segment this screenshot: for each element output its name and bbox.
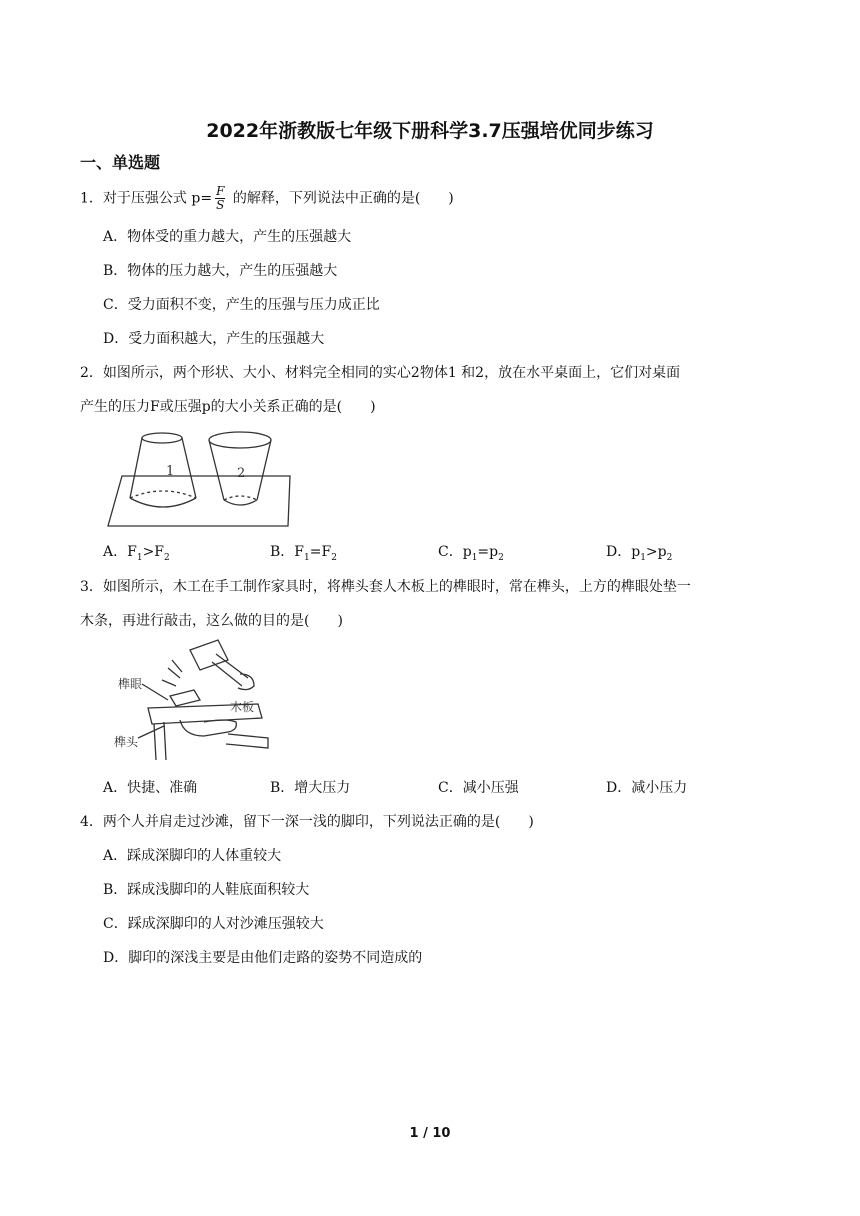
frustum-1-top: [142, 433, 182, 443]
frustum-1-base: [130, 498, 196, 507]
q3-option-d: D．减小压力: [606, 780, 688, 796]
q1-option-b: B．物体的压力越大，产生的压强越大: [103, 263, 338, 279]
q3-option-b: B．增大压力: [270, 780, 351, 796]
document-title: 2022年浙教版七年级下册科学3.7压强培优同步练习: [206, 120, 654, 142]
q2-figure-frustums: [100, 426, 300, 530]
q4-option-a: A．踩成深脚印的人体重较大: [103, 848, 282, 864]
q4-option-b: B．踩成浅脚印的人鞋底面积较大: [103, 882, 310, 898]
q1-option-c: C．受力面积不变，产生的压强与压力成正比: [103, 297, 380, 313]
q3-stem-line1: 3．如图所示，木工在手工制作家具时，将榫头套人木板上的榫眼时，常在榫头，上方的榫眼处垫一: [80, 579, 691, 595]
q3-stem-line2: 木条，再进行敲击，这么做的目的是( ): [80, 613, 343, 629]
q1-stem: [80, 185, 454, 212]
q2-stem-line2: 产生的压力F或压强p的大小关系正确的是( ): [80, 399, 376, 415]
q2-option-c: C．$p_1=p_2$: [438, 544, 504, 563]
frustum-1-sides: [130, 438, 196, 498]
hammer-head: [190, 640, 228, 670]
wood-strip: [170, 690, 200, 706]
q4-stem: 4．两个人并肩走过沙滩，留下一深一浅的脚印，下列说法正确的是( ): [80, 814, 534, 830]
leader-eye: [142, 684, 168, 700]
q2-option-b: B．$F_1=F_2$: [270, 544, 337, 563]
section-heading: 一、单选题: [80, 153, 161, 172]
q4-option-c: C．踩成深脚印的人对沙滩压强较大: [103, 916, 324, 932]
q1-option-a: A．物体受的重力越大，产生的压强越大: [103, 229, 352, 245]
q3-option-c: C．减小压强: [438, 780, 519, 796]
label-board: 木板: [230, 700, 255, 714]
page-number: 1 / 10: [409, 1126, 451, 1141]
leader-tenon: [138, 726, 164, 738]
sleeve: [226, 734, 268, 748]
q1-stem-after: 的解释，下列说法中正确的是( ): [228, 190, 454, 207]
label-tenon: 榫头: [114, 735, 139, 749]
frustum-2-label: 2: [237, 466, 246, 481]
label-mortise: 榫眼: [118, 677, 143, 691]
frustum-1-label: 1: [166, 464, 175, 479]
q2-stem-line1: 2．如图所示，两个形状、大小、材料完全相同的实心2物体1 和2，放在水平桌面上，它们对桌面: [80, 365, 681, 381]
q3-option-a: A．快捷、准确: [103, 780, 198, 796]
frustum-2-top: [209, 432, 271, 448]
formula-fraction: [215, 185, 225, 212]
frustum-2-base-hidden: [224, 496, 257, 500]
q4-option-d: D．脚印的深浅主要是由他们走路的姿势不同造成的: [103, 950, 423, 966]
hammer-handle: [212, 654, 248, 686]
fraction-denominator: S: [216, 198, 225, 212]
frustum-2-base: [224, 500, 257, 505]
frustum-1-base-hidden: [130, 491, 196, 498]
impact-lines: [162, 660, 182, 686]
fraction-numerator: F: [216, 184, 225, 198]
q1-option-d: D．受力面积越大，产生的压强越大: [103, 331, 325, 347]
q3-figure-woodwork: [108, 638, 278, 762]
q2-option-a: A．$F_1>F_2$: [103, 544, 170, 563]
q1-stem-before: 1．对于压强公式 p=: [80, 190, 213, 207]
q2-option-d: D．$p_1>p_2$: [606, 544, 673, 563]
